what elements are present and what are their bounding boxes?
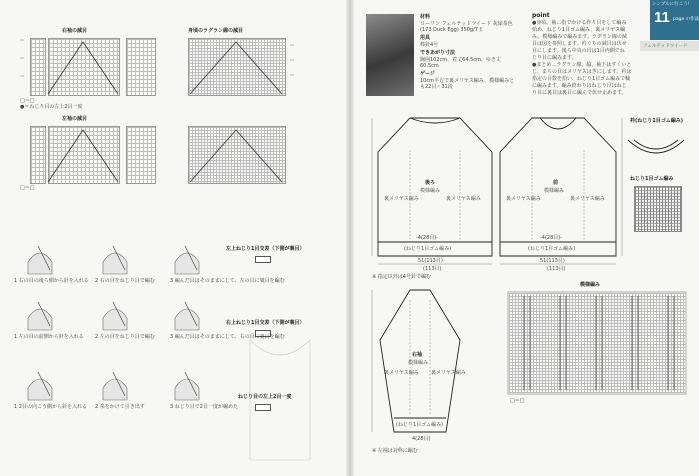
- rib-swatch-chart: [634, 186, 682, 232]
- note-symmetric: ※ 左袖は対称に編む: [372, 448, 418, 454]
- collar-title: 衿(ねじり1目ゴム編み): [630, 118, 684, 124]
- step-text-1: 1 右の目の後ろ側から針を入れる: [14, 278, 89, 284]
- step-text-4: 1 左の目の前側から針を入れる: [14, 334, 84, 340]
- size-line-2: 60.5cm: [420, 63, 439, 69]
- step-text-3: 3 編んだ目はそのままにして、左の目に裏目を編む: [170, 278, 285, 284]
- step-text-6: 3 編んだ目はそのままにして、右の目に裏目を編む: [170, 334, 285, 340]
- back-width: (113目): [423, 266, 442, 272]
- step-text-2: 2 右の目をねじり目で編む: [95, 278, 155, 284]
- tab-label: シンプルに行こう!: [652, 2, 690, 7]
- materials-heading: 材料: [420, 14, 431, 20]
- front-rib: (ねじり1目ゴム編み): [528, 246, 576, 252]
- back-side-left: 裏メリヤス編み: [384, 196, 419, 202]
- step-text-8: 2 糸をかけて引き出す: [95, 404, 145, 410]
- tab-number: 11: [654, 9, 670, 26]
- back-hem: -4(28目)-: [416, 235, 439, 241]
- front-width: (113目): [547, 266, 566, 272]
- sleeve-rib: (ねじり1目ゴム編み): [396, 422, 444, 428]
- back-rib: (ねじり1目ゴム編み): [404, 246, 452, 252]
- sleeve-side-left: 裏メリヤス編み: [384, 370, 419, 376]
- back-title: 後ろ: [425, 180, 436, 186]
- step-text-7: 1 2目の向こう側から針を入れる: [14, 404, 87, 410]
- back-pattern: 模様編み: [420, 188, 441, 194]
- point-line-5: 目にします。後ろ中央の目は1目内側でね: [532, 48, 625, 54]
- front-title: 前: [553, 180, 559, 186]
- size-line-1: 胸囲102cm、着丈64.5cm、ゆき丈: [420, 57, 501, 63]
- step-text-9: 3 ねじり目で2目一度が編めた: [170, 404, 238, 410]
- right-neck-chart-title: 右袖の減目: [62, 28, 88, 34]
- step-text-5: 2 左の目をねじり目で編む: [95, 334, 155, 340]
- materials-line-1: ローワン フェルテッドツイード 灰緑茶色: [420, 21, 513, 27]
- front-pattern: 模様編み: [544, 188, 565, 194]
- back-bottom-count: 51(113目): [418, 258, 443, 264]
- raglan-chart-title: 身頃のラグラン線の減目: [188, 28, 244, 34]
- point-line-11: り目に裏目は裏目に編んで伏せ止めます。: [532, 90, 627, 96]
- point-heading: point: [532, 12, 550, 19]
- sleeve-pattern: 模様編み: [408, 360, 429, 366]
- legend-top: □＝□: [20, 98, 35, 104]
- back-side-right: 裏メリヤス編み: [446, 196, 481, 202]
- tools-heading: 用具: [420, 35, 431, 41]
- front-hem: -4(28目)-: [540, 235, 563, 241]
- tools-text: 棒針4号: [420, 42, 439, 48]
- tab-page-ref: page の作品: [673, 17, 699, 22]
- note-symbol: □＝□: [510, 398, 525, 404]
- technique-title-1: 左上ねじり1目交差（下側が裏目）: [226, 246, 305, 252]
- point-line-1: ●身頃、袖…指でかける作り目をして編み: [532, 20, 627, 26]
- front-side-right: 裏メリヤス編み: [570, 196, 605, 202]
- size-heading: できあがり寸法: [420, 50, 456, 56]
- materials-line-2: (173 Duck Egg) 350g/7玉: [420, 27, 483, 33]
- sleeve-side-right: 裏メリヤス編み: [431, 370, 466, 376]
- front-side-left: 裏メリヤス編み: [506, 196, 541, 202]
- sleeve-title: 右袖: [412, 352, 423, 358]
- left-neck-chart-title: 左袖の減目: [62, 116, 88, 122]
- point-line-7: ●まとめ…ラグラン線、脇、袖下はすくいと: [532, 62, 632, 68]
- technique-title-2: 右上ねじり1目交差（下側が裏目）: [226, 320, 305, 326]
- gauge-line-1: 10cm平方で裏メリヤス編み、模様編みと: [420, 78, 515, 84]
- gauge-line-2: も22目・31段: [420, 84, 453, 90]
- pattern-chart-title: 模様編み: [580, 282, 601, 288]
- point-line-10: に編みます。編み終わりはねじり目はねじ: [532, 83, 627, 89]
- sleeve-bottom-count: 4(28目): [412, 436, 431, 442]
- point-line-4: 目は図を参照します。衿ぐりの減目は伏せ: [532, 41, 627, 47]
- technique-title-3: ねじり目の左上2目一度: [238, 394, 292, 400]
- point-line-2: 始め、ねじり1目ゴム編み、裏メリヤス編: [532, 27, 626, 33]
- legend-bottom: □＝□: [20, 185, 35, 191]
- gauge-heading: ゲージ: [420, 71, 435, 77]
- yarn-subtitle: フェルテッドツイード: [643, 44, 688, 49]
- rib-swatch-title: ねじり1目ゴム編み: [630, 176, 674, 182]
- note-left-sleeve: ※ 指定以外は4号針で編む: [372, 274, 431, 280]
- legend-top-note: ●＝ねじり目の左上2目一度: [20, 104, 83, 110]
- point-line-6: じり目に編みます。: [532, 55, 577, 61]
- point-line-3: み、模様編みで編みます。ラグラン線の減: [532, 34, 627, 40]
- point-line-8: じ、まちの目はメリヤスはぎにします。衿は: [532, 69, 632, 75]
- point-line-9: 指定の目数を拾い、ねじり1目ゴム編みで輪: [532, 76, 631, 82]
- front-bottom-count: 51(113目): [540, 258, 565, 264]
